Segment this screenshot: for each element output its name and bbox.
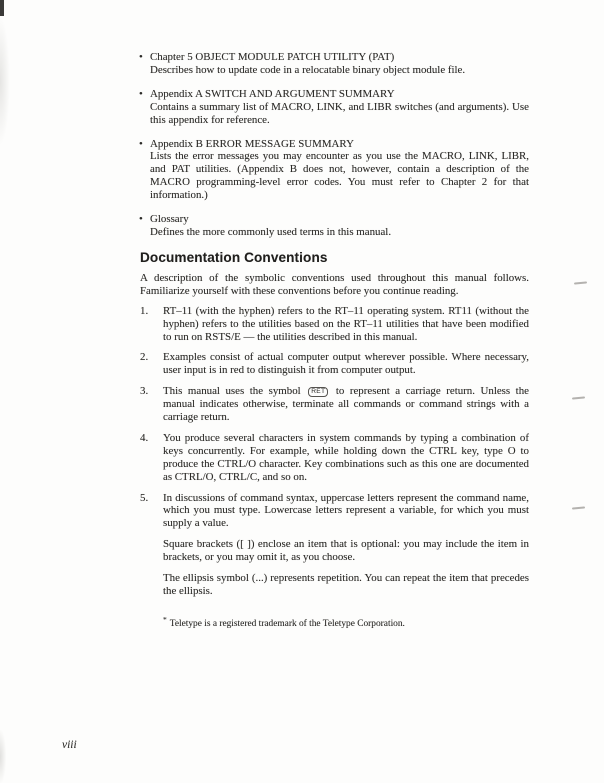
bullet-title: Glossary [150,213,189,226]
item-text-after: to represent a carriage return. Unless the manual indicates otherwise, terminate all commands or command strings with a carriage return. [163,385,529,424]
item-number: 4. [140,431,149,444]
section-intro-paragraph: A description of the symbolic conventions used throughout this manual follows. Familiarize yourself with these conventions before you continue reading. [140,271,529,297]
bullet-icon: • [139,51,143,63]
item-number: 2. [140,351,149,364]
numbered-item-4 [140,432,529,484]
page-body [140,51,529,631]
bullet-title: Chapter 5 OBJECT MODULE PATCH UTILITY (PAT) [150,51,395,63]
list-item-appendix-a [140,88,529,127]
list-item-glossary [140,213,529,239]
item-subparagraph-ellipsis: The ellipsis symbol (...) represents repetition. You can repeat the item that precedes the ellipsis. [163,572,529,597]
item-number: 3. [140,385,149,398]
item-text-before: This manual uses the symbol [163,385,307,398]
item-text: Examples consist of actual computer output wherever possible. Where necessary, user input is in red to distinguish it from computer output. [163,351,529,377]
scan-artifact-corner-bar [0,0,4,16]
list-item-appendix-b [140,138,529,203]
page-number: viii [62,739,77,751]
bullet-icon: • [139,213,143,226]
footnote [140,614,529,631]
section-heading: Documentation Conventions [140,249,328,265]
scan-artifact-left-smudge [0,16,10,146]
item-number: 5. [140,491,149,504]
list-item-chapter5 [140,51,529,77]
numbered-item-5 [140,492,529,598]
numbered-item-3 [140,385,529,424]
ret-key-icon: RET [308,387,328,397]
bullet-icon: • [139,87,143,100]
item-text: RT–11 (with the hyphen) refers to the RT–11 operating system. RT11 (without the hyphen) refers to the utilities based on the RT–11 utilities that have been modified to run on RSTS/E — the utilities described in this manual. [163,304,529,343]
bullet-body: Describes how to update code in a relocatable binary object module file. [150,63,466,76]
footnote-asterisk: * [163,614,167,624]
item-text: In discussions of command syntax, uppercase letters represent the command name, which you must type. Lowercase letters represent a variable, for which you must supply a value. [163,491,529,530]
item-number: 1. [140,304,149,317]
pencil-dash-mark [572,396,585,399]
bullet-title: Appendix B ERROR MESSAGE SUMMARY [150,137,354,150]
item-subparagraph-brackets: Square brackets ([ ]) enclose an item that is optional: you may include the item in brackets, or you may omit it, as you choose. [163,538,529,564]
scan-artifact-left-smudge-bottom [0,730,6,783]
bullet-body: Lists the error messages you may encounter as you use the MACRO, LINK, LIBR, and PAT utilities. (Appendix B does not, however, contain a description of the MACRO programming-level error codes. You must refer to Chapter 2 for that information.) [150,150,529,202]
item-text [163,385,529,424]
item-text: You produce several characters in system commands by typing a combination of keys concurrently. For example, while holding down the CTRL key, type O to produce the CTRL/O character. Key combinations such as this one are documented as CTRL/O, CTRL/C, and so on. [163,431,529,483]
bullet-title: Appendix A SWITCH AND ARGUMENT SUMMARY [150,87,395,100]
pencil-dash-mark [572,506,585,509]
bullet-icon: • [139,137,143,150]
bullet-body: Defines the more commonly used terms in this manual. [150,225,392,238]
numbered-item-2 [140,351,529,377]
footnote-text: Teletype is a registered trademark of the Teletype Corporation. [169,619,405,630]
bullet-body: Contains a summary list of MACRO, LINK, and LIBR switches (and arguments). Use this appendix for reference. [150,100,529,126]
pencil-dash-mark [574,281,587,284]
numbered-item-1 [140,305,529,344]
